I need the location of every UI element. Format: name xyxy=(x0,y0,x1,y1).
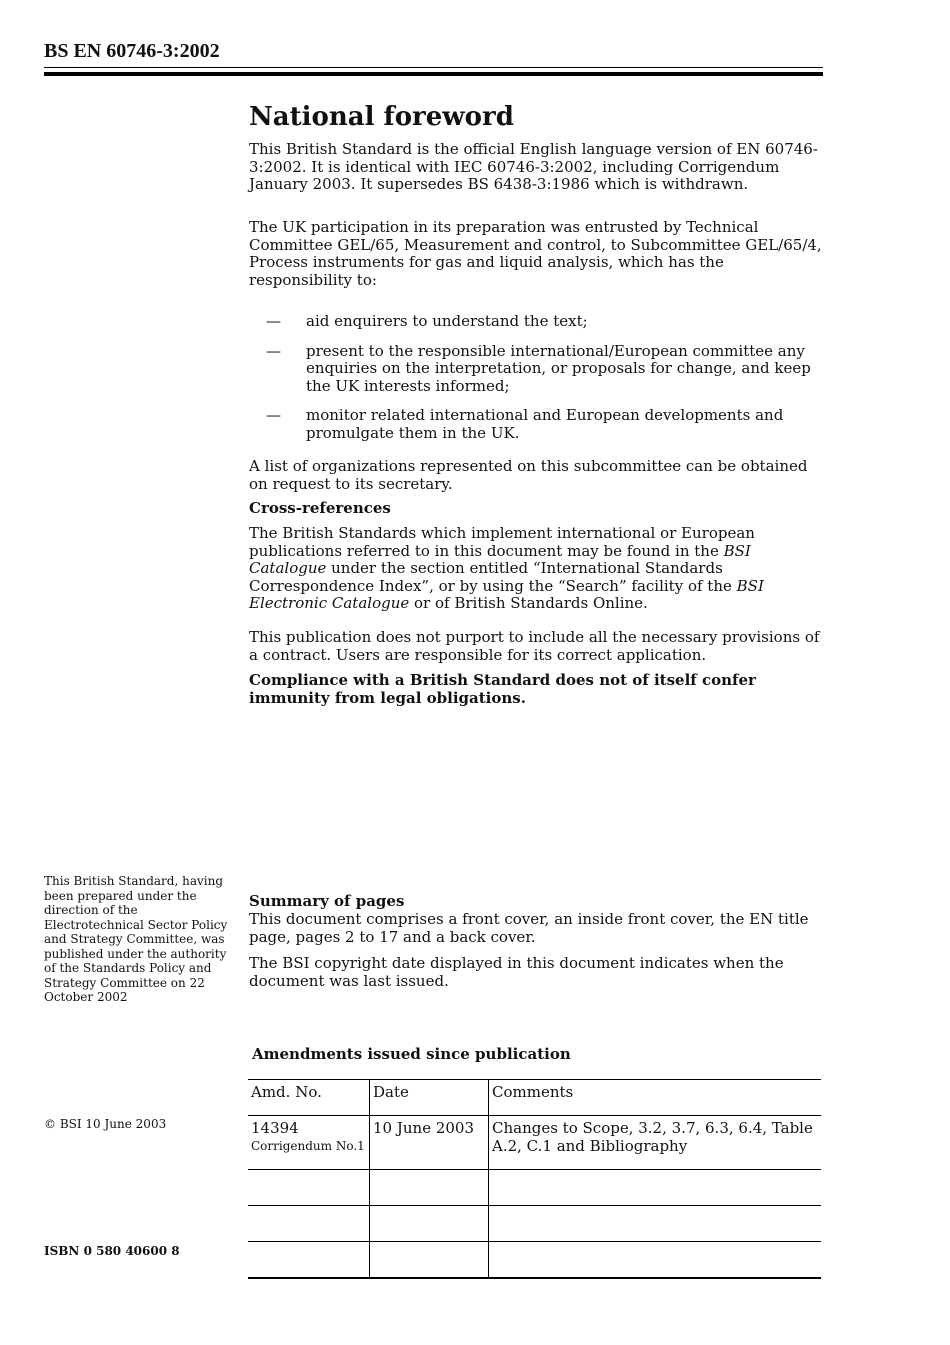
summary-paragraph-1: This document comprises a front cover, an inside front cover, the EN title page, pages 2 to 17 and a back cover. xyxy=(249,910,809,946)
cross-references-heading: Cross-references xyxy=(249,499,391,517)
publication-note: This British Standard, having been prepared under the direction of the Electrotechnical Sector Policy and Strategy Committee, was published under the authority of the Standards Policy and Strategy Committee on 22 October 2002 xyxy=(44,874,228,1004)
amendments-table xyxy=(248,1079,821,1279)
isbn: ISBN 0 580 40600 8 xyxy=(44,1244,180,1258)
amd-no-cell xyxy=(248,1206,370,1242)
comments-cell: Changes to Scope, 3.2, 3.7, 6.3, 6.4, Table A.2, C.1 and Bibliography xyxy=(489,1116,822,1170)
amd-no-cell: 14394 Corrigendum No.1 xyxy=(248,1116,370,1170)
table-row xyxy=(248,1242,821,1279)
disclaimer-paragraph: This publication does not purport to include all the necessary provisions of a contract. Users are responsible for its correct application. xyxy=(249,628,820,664)
comments-cell xyxy=(489,1170,822,1206)
date-cell xyxy=(370,1170,489,1206)
header-thin-rule xyxy=(44,67,823,68)
header-thick-rule xyxy=(44,72,823,76)
page-title: National foreword xyxy=(249,102,514,132)
date-cell: 10 June 2003 xyxy=(370,1116,489,1170)
table-row xyxy=(248,1206,821,1242)
document-code: BS EN 60746-3:2002 xyxy=(44,40,220,62)
em-dash-marker: — xyxy=(266,312,281,330)
cross-references-paragraph: The British Standards which implement international or European publications referred to in this document may be found in the BSI Catalogue under the section entitled “International Standards Correspondence Index”, or by using the “Search” facility of the BSI Electronic Catalogue or of British Standards Online. xyxy=(249,524,764,612)
date-cell xyxy=(370,1206,489,1242)
amd-no-cell xyxy=(248,1242,370,1279)
list-item: — present to the responsible international/European committee any enquiries on the interpretation, or proposals for change, and keep the UK interests informed; xyxy=(266,341,811,395)
em-dash-marker: — xyxy=(266,406,281,424)
comments-cell xyxy=(489,1242,822,1279)
list-item: — monitor related international and European developments and promulgate them in the UK. xyxy=(266,406,784,442)
comments-cell xyxy=(489,1206,822,1242)
responsibility-list xyxy=(266,313,826,454)
em-dash-marker: — xyxy=(266,341,281,360)
copyright-notice: © BSI 10 June 2003 xyxy=(44,1117,167,1131)
compliance-statement: Compliance with a British Standard does not of itself confer immunity from legal obligations. xyxy=(249,671,756,707)
amd-no-cell xyxy=(248,1170,370,1206)
list-item: — aid enquirers to understand the text; xyxy=(266,312,588,330)
foreword-paragraph-3: A list of organizations represented on this subcommittee can be obtained on request to its secretary. xyxy=(249,457,808,493)
column-header-comments: Comments xyxy=(489,1080,822,1116)
column-header-date: Date xyxy=(370,1080,489,1116)
amendments-title: Amendments issued since publication xyxy=(252,1045,571,1063)
foreword-paragraph-2: The UK participation in its preparation was entrusted by Technical Committee GEL/65, Measurement and control, to Subcommittee GEL/65/4, Process instruments for gas and liquid analysis, which has the responsibility to: xyxy=(249,218,822,289)
date-cell xyxy=(370,1242,489,1279)
summary-heading: Summary of pages xyxy=(249,892,405,910)
foreword-paragraph-1: This British Standard is the official English language version of EN 60746-3:2002. It is identical with IEC 60746-3:2002, including Corrigendum January 2003. It supersedes BS 6438-3:1986 which is withdrawn. xyxy=(249,140,818,193)
column-header-amd-no: Amd. No. xyxy=(248,1080,370,1116)
summary-paragraph-2: The BSI copyright date displayed in this document indicates when the document was last issued. xyxy=(249,954,784,990)
table-row xyxy=(248,1170,821,1206)
table-row xyxy=(248,1116,821,1170)
table-header-row xyxy=(248,1080,821,1116)
